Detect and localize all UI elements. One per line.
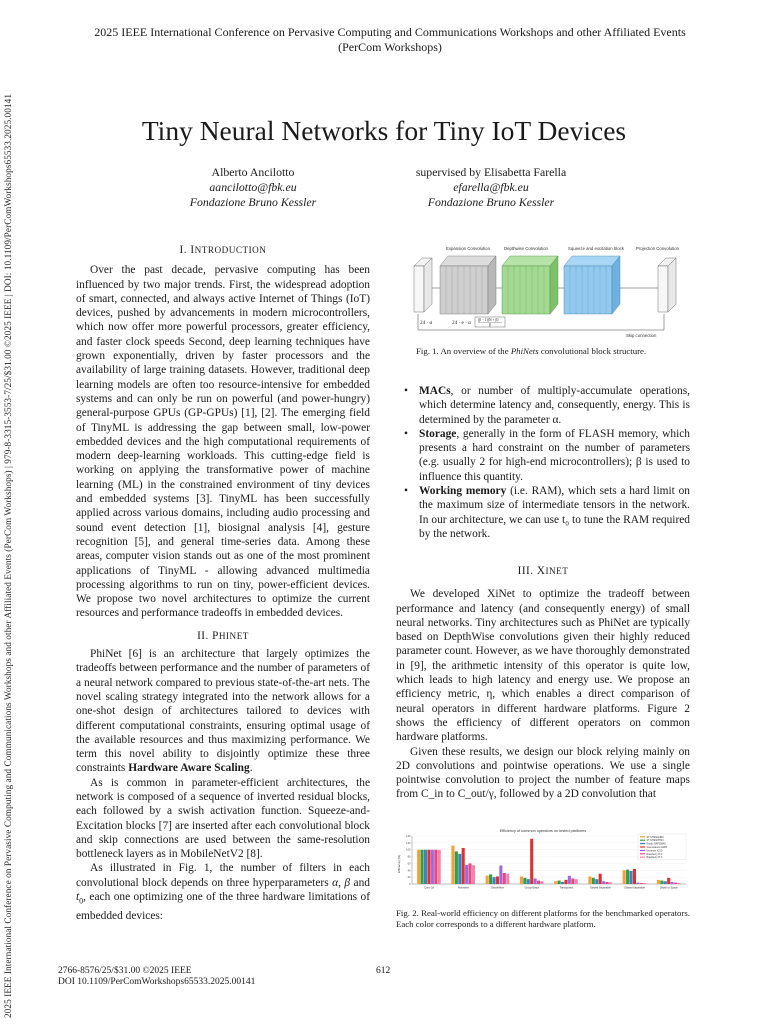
output-tensor-block xyxy=(658,258,676,312)
chart-legend-entry: Raspberry Pi 3 xyxy=(646,856,663,860)
chart-bar xyxy=(417,850,420,884)
chart-legend-entry: Greenwaves GAP8 xyxy=(646,846,667,849)
chart-bar xyxy=(568,876,571,884)
chart-bar xyxy=(431,850,434,884)
chart-bar xyxy=(472,865,475,884)
chart-bar xyxy=(503,873,506,884)
chart-x-tick-label: Conv 2d xyxy=(424,886,434,890)
conference-header-line2: (PerCom Workshops) xyxy=(338,40,442,54)
paper-title: Tiny Neural Networks for Tiny IoT Devices xyxy=(141,115,627,146)
sidebar-citation-text: 2025 IEEE International Conference on Pervasive Computing and Communications Workshops and other Affiliated Events (PerCom Workshops) | 979-8-3315-3553-7/25/$31.00 ©2025 IEEE | DOI: 10.1109/PerComWorkshops65533.2025.00141 xyxy=(4,93,14,1018)
chart-bar xyxy=(455,851,458,884)
chart-bar xyxy=(520,876,523,884)
squeeze-excitation-block xyxy=(564,256,620,314)
chart-y-tick-label: 0 xyxy=(409,883,411,886)
supervisor-affiliation: Fondazione Bruno Kessler xyxy=(427,195,555,209)
chart-bar xyxy=(640,883,643,884)
input-tensor-block xyxy=(414,258,432,312)
chart-bar xyxy=(599,874,602,884)
chart-y-tick-label: 20 xyxy=(407,876,411,880)
intro-paragraph: Over the past decade, pervasive computing has been influenced by two major trends. First, the widespread adoption of smart, connected, and always active Internet of Things (IoT) devices, pushed by advancements in modern microcontrollers, which now offer more powerful processors, greater efficiency, and faster clock speeds Second, deep learning techniques have grown exponentially, driven by faster processors and the availability of large training datasets. However, traditional deep learning models are often too resource-intensive for embedded systems and can only be run on powerful (and power-hungry) general-purpose GPUs (GP-GPUs) [1], [2]. The emerging field of TinyML is addressing the gap between small, low-power embedded devices and the high computational requirements of modern deep-learning workloads. This cutting-edge field is working on applying the transformative power of machine learning (ML) in the constrained environment of tiny devices and embedded systems [3]. TinyML has been successfully applied across various domains, including audio processing and sound event detection [1], biosignal analysis [4], gesture recognition [5], and general time-series data. Among these areas, computer vision stands out as one of the most prominent applications of TinyML - allowing advanced multimedia processing algorithms to run on tiny, power-efficient devices. We propose two novel architectures to optimize the current resources and performance tradeoffs in embedded devices. xyxy=(76,264,370,620)
chart-bar xyxy=(657,880,660,884)
chart-legend-entry: Raspberry Pi 4 xyxy=(646,852,663,856)
fig1-expanded-dim-label: 24 · e · α xyxy=(452,320,471,326)
chart-bar xyxy=(561,882,564,884)
chart-bar xyxy=(469,863,472,884)
chart-bar xyxy=(671,882,674,884)
chart-title: Efficiency of common operators on tested platforms xyxy=(499,829,587,833)
chart-y-tick-label: 100 xyxy=(406,848,411,852)
chart-bar xyxy=(554,881,557,884)
chart-legend-entry: ST STM32H743 xyxy=(646,839,664,843)
chart-bar xyxy=(458,854,461,884)
phinet-paragraph-1: PhiNet [6] is an architecture that largely optimizes the tradeoffs between performance and the number of parameters of a neural network compared to previous state-of-the-art nets. The novel scaling strategy integrated into the network allows for a one-shot design of architectures tailored to devices with different computational constraints, ensuring optimal usage of the available resources and thus maximizing performance. We term this novel ability to disjointly optimize these three constraints Hardware Aware Scaling. xyxy=(76,648,370,775)
chart-bar xyxy=(629,871,632,884)
author-block-1 xyxy=(123,165,383,210)
phinet-paragraph-2: As is common in parameter-efficient architectures, the network is composed of a sequence of inverted residual blocks, each followed by a swish activation function. Squeeze-and-Excitation blocks [7] are inserted after each convolutional block and skip connections are used between the same-resolution bottleneck layers as in MobileNetV2 [8]. xyxy=(76,776,370,861)
fig1-label-squeeze: Squeeze and excitation block xyxy=(568,246,624,251)
right-column xyxy=(396,564,690,802)
chart-legend xyxy=(638,834,686,860)
left-column xyxy=(76,243,370,923)
chart-bar xyxy=(537,881,540,884)
chart-bar xyxy=(592,878,595,884)
chart-bar xyxy=(667,878,670,884)
chart-bar xyxy=(492,877,495,884)
supervisor-email[interactable]: efarella@fbk.eu xyxy=(453,180,529,194)
figure-2-caption: Fig. 2. Real-world efficiency on different platforms for the benchmarked operators. Each color corresponds to a different hardware platform. xyxy=(396,908,690,929)
chart-x-tick-label: Depth to Space xyxy=(659,886,678,890)
chart-bar xyxy=(575,879,578,884)
chart-x-tick-label: Strided Separable xyxy=(589,886,611,890)
chart-bar xyxy=(595,879,598,884)
supervisor-name: supervised by Elisabetta Farella xyxy=(415,165,567,179)
chart-bar xyxy=(674,883,677,884)
xinet-paragraph-1: We developed XiNet to optimize the tradeoff between performance and latency (and consequently energy) of small neural networks. Tiny architectures such as PhiNet are typically based on DepthWise convolutions given their highly reduced parameter count. However, as we have thoroughly demonstrated in [9], the arithmetic intensity of this operator is quite low, which leads to high latency and energy use. We propose an efficiency metric, η, which enables a direct comparison of neural operators in different hardware platforms. Figure 2 shows the efficiency of different operators on common hardware platforms. xyxy=(396,588,690,744)
chart-y-tick-label: 140 xyxy=(406,835,411,838)
chart-y-tick-label: 80 xyxy=(407,855,411,859)
hardware-constraints-list xyxy=(404,384,690,541)
phinet-paragraph-3: As illustrated in Fig. 1, the number of filters in each convolutional block depends on three hyperparameters α, β and $t_0$, each one optimizing one of the three hardware limitations of embedded devices: xyxy=(76,862,371,922)
footer-issn: 2766-8576/25/$31.00 ©2025 IEEE xyxy=(58,966,192,976)
footer-doi: DOI 10.1109/PerComWorkshops65533.2025.00141 xyxy=(58,977,256,987)
chart-bar xyxy=(660,881,663,884)
chart-bar xyxy=(626,870,629,884)
chart-bar xyxy=(677,883,680,884)
section-heading-phinet: II. PHINET xyxy=(197,629,249,642)
chart-legend-entry: Nordic NRF52840 xyxy=(646,842,666,846)
chart-x-tick-label: Pointwise xyxy=(457,886,469,890)
svg-text:β: β xyxy=(489,323,491,327)
chart-bar xyxy=(623,870,626,884)
list-item: • Working memory (i.e. RAM), which sets a hard limit on the maximum size of intermediate tensors in the network. In our architecture, we can use t₀ to tune the RAM required by the network. xyxy=(404,484,690,541)
chart-y-axis-label: Efficiency [%] xyxy=(397,855,401,873)
chart-x-tick-label: Dilated Separable xyxy=(624,886,645,890)
chart-bar xyxy=(534,879,537,884)
chart-bar xyxy=(438,850,441,884)
chart-bar xyxy=(664,881,667,884)
fig1-label-projection: Projection Convolution xyxy=(636,246,679,251)
expansion-tensor-block xyxy=(440,256,496,314)
phinet-block-figure xyxy=(396,244,692,340)
section-heading-xinet: III. XINET xyxy=(517,565,569,577)
chart-bar xyxy=(462,848,465,884)
chart-y-tick-label: 120 xyxy=(406,841,411,845)
chart-bar xyxy=(571,879,574,884)
hardware-aware-scaling-term: Hardware Aware Scaling xyxy=(128,762,250,775)
page-number: 612 xyxy=(376,966,391,976)
depthwise-tensor-block xyxy=(502,256,558,314)
chart-bar xyxy=(489,874,492,884)
conference-header-line1: 2025 IEEE International Conference on Pervasive Computing and Communications Workshops and other Affiliated Events xyxy=(94,25,686,39)
chart-bar xyxy=(421,850,424,884)
sidebar-citation xyxy=(3,8,15,1018)
chart-bar xyxy=(540,881,543,884)
chart-bar xyxy=(530,839,533,884)
author-name: Alberto Ancilotto xyxy=(211,165,295,179)
fig1-input-dim-label: 24 · α xyxy=(420,320,433,326)
author-block-2 xyxy=(361,165,621,210)
chart-x-tick-label: Transposed xyxy=(559,886,573,890)
author-affiliation: Fondazione Bruno Kessler xyxy=(189,195,317,209)
fig1-label-depthwise: Depthwise Convolution xyxy=(504,246,548,251)
chart-bar xyxy=(636,883,639,884)
efficiency-bar-chart xyxy=(396,826,690,900)
chart-legend-entry: ST STM32L4R9 xyxy=(646,835,664,839)
list-item: • Storage, generally in the form of FLASH memory, which presents a hard constraint on the number of parameters (e.g. usually 2 for high-end microcontrollers); β is used to influence this quantity. xyxy=(404,427,690,484)
chart-bar xyxy=(633,869,636,884)
chart-bar xyxy=(496,876,499,884)
chart-bar xyxy=(486,875,489,884)
fig1-label-expansion: Expansion Convolution xyxy=(446,246,490,251)
chart-bar xyxy=(424,850,427,884)
chart-bar xyxy=(427,850,430,884)
chart-bar xyxy=(609,882,612,884)
section-heading-introduction: I. INTRODUCTION xyxy=(179,244,267,256)
chart-y-tick-label: 40 xyxy=(407,869,411,873)
chart-y-tick-label: 60 xyxy=(407,862,411,866)
svg-text:(β − 1)(N + β): (β − 1)(N + β) xyxy=(478,318,499,322)
chart-bar xyxy=(527,879,530,884)
xinet-paragraph-2: Given these results, we design our block relying mainly on 2D convolutions and pointwise operations. We use a single pointwise convolution to project the number of feature maps from C_in to C_out/γ, followed by a 2D convolution that xyxy=(396,745,690,801)
chart-bar xyxy=(602,881,605,884)
chart-bar xyxy=(499,865,502,884)
chart-x-tick-label: Group Batch xyxy=(524,886,540,890)
author-email[interactable]: aancilotto@fbk.eu xyxy=(209,180,297,194)
figure-1-caption: Fig. 1. An overview of the PhiNets convolutional block structure. xyxy=(416,346,647,356)
chart-bar xyxy=(465,865,468,884)
chart-bar xyxy=(558,881,561,884)
copyright-footer xyxy=(58,966,255,988)
chart-bar xyxy=(506,874,509,884)
chart-bar xyxy=(606,882,609,884)
chart-bar xyxy=(564,880,567,884)
list-item: • MACs, or number of multiply-accumulate operations, which determine latency and, consequently, energy. This is determined by the parameter α. xyxy=(404,384,690,427)
chart-bar xyxy=(523,878,526,884)
fig1-skip-label: Skip connection xyxy=(626,333,657,338)
chart-bar xyxy=(643,883,646,884)
conference-header xyxy=(40,25,740,55)
chart-x-tick-label: DepthWise xyxy=(491,886,504,890)
chart-bar xyxy=(588,876,591,884)
chart-legend-entry: Kendryte K210 xyxy=(646,849,663,853)
chart-bar xyxy=(434,850,437,884)
chart-bar xyxy=(451,846,454,884)
